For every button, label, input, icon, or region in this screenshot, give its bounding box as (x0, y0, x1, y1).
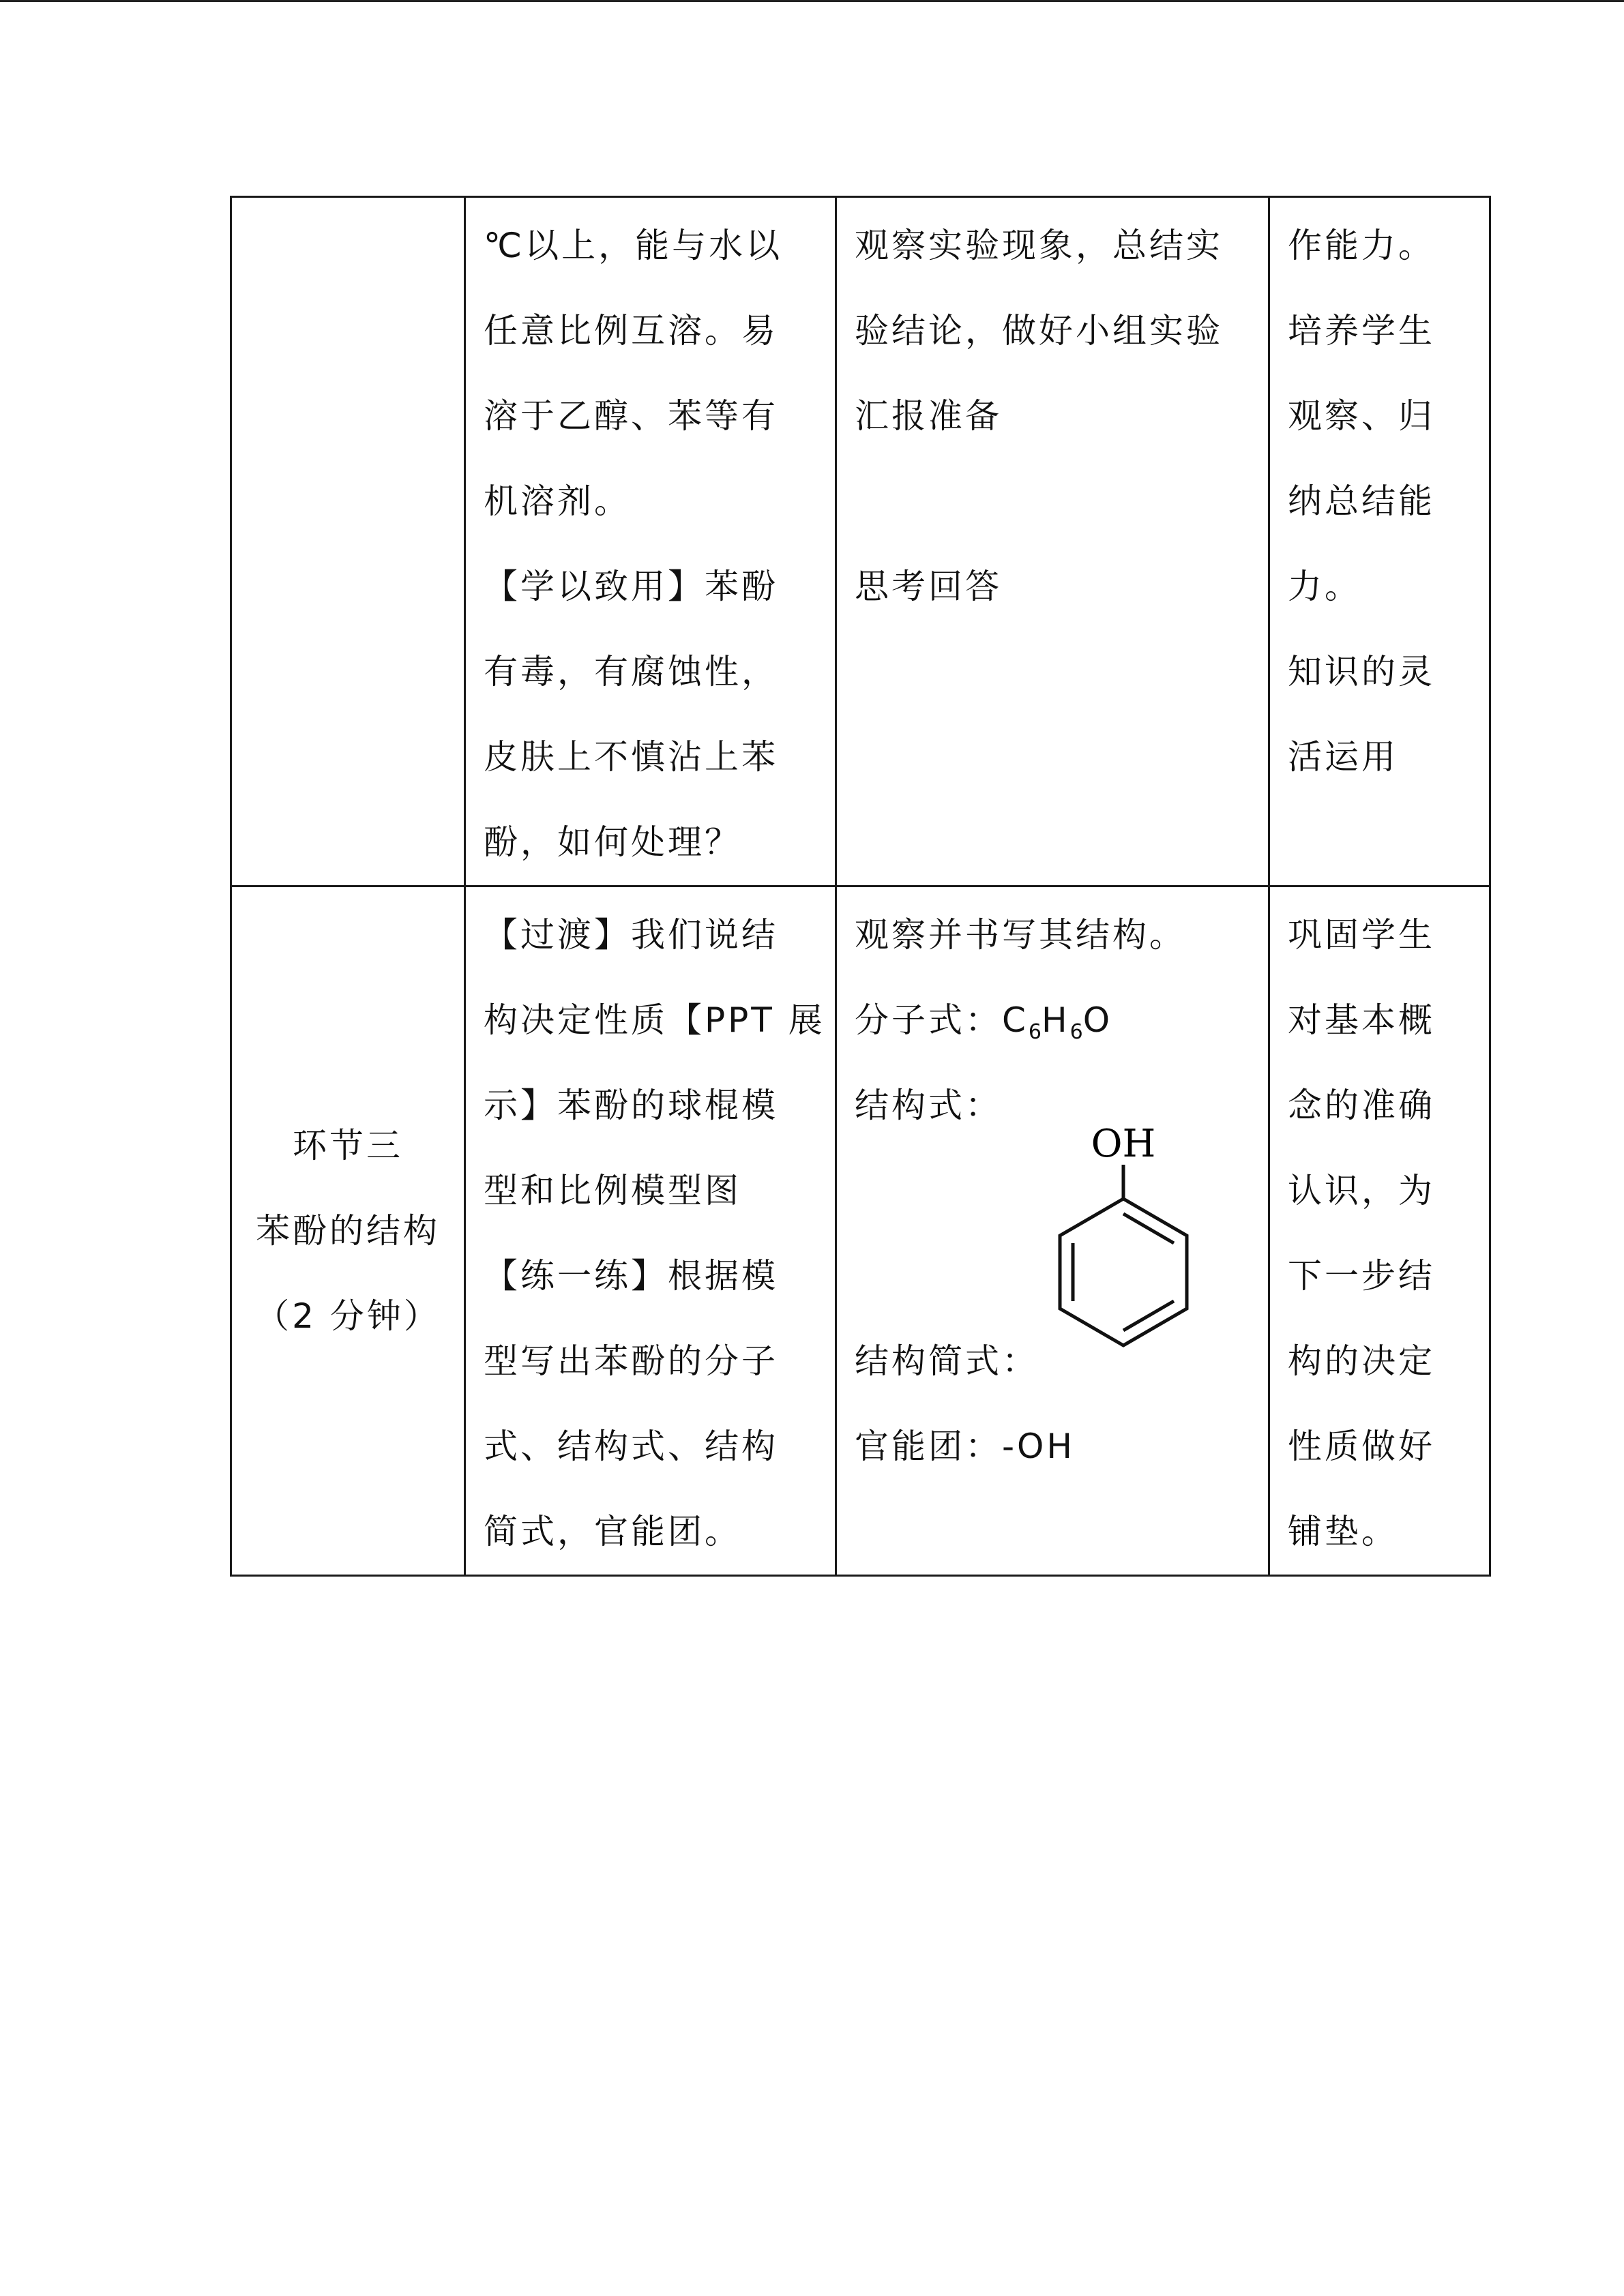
stage-cell-empty (231, 197, 465, 886)
content-line: 型和比例模型图 (484, 1171, 741, 1210)
content-line: 构决定性质【PPT 展 (484, 1000, 825, 1040)
stage-duration: （2 分钟） (255, 1296, 441, 1336)
formula-label: 分子式： (855, 1000, 1002, 1040)
teacher-activity-cell (465, 886, 836, 1576)
intent-line: 作能力。 (1288, 226, 1435, 265)
content-line: 示】苯酚的球棍模 (484, 1086, 778, 1125)
intent-line: 活运用 (1288, 737, 1398, 777)
table-row (231, 886, 1490, 1576)
content-line: 有毒，有腐蚀性， (484, 652, 778, 691)
intent-line: 巩固学生 (1288, 915, 1435, 955)
lesson-plan-table (230, 196, 1491, 1577)
intent-line: 构的决定 (1288, 1341, 1435, 1381)
student-line: 验结论，做好小组实验 (855, 311, 1223, 351)
content-line: 任意比例互溶。易 (484, 311, 778, 351)
content-line: 机溶剂。 (484, 481, 631, 521)
content-line: 型写出苯酚的分子 (484, 1341, 778, 1381)
content-line: 酚，如何处理？ (484, 822, 741, 862)
observe-text: 观察并书写其结构。 (855, 915, 1186, 955)
content-line: 溶于乙醇、苯等有 (484, 396, 778, 436)
simplified-formula-label: 结构简式： (855, 1341, 1039, 1381)
content-line: 【练一练】根据模 (484, 1256, 778, 1296)
table-row (231, 197, 1490, 886)
double-bond (1123, 1214, 1174, 1243)
stage-cell (231, 886, 465, 1576)
content-line: 皮肤上不慎沾上苯 (484, 737, 778, 777)
intent-line: 认识，为 (1288, 1171, 1435, 1210)
intent-line: 培养学生 (1288, 311, 1435, 351)
double-bond (1123, 1301, 1174, 1330)
intent-line: 纳总结能 (1288, 481, 1435, 521)
student-activity-cell (836, 886, 1269, 1576)
phenol-structure-diagram (1042, 1122, 1205, 1347)
intent-line: 下一步结 (1288, 1256, 1435, 1296)
content-line: ℃以上，能与水以 (484, 226, 783, 265)
functional-group (855, 1404, 1250, 1489)
content-line: 式、结构式、结构 (484, 1427, 778, 1466)
molecular-formula: 分子式：$C_6H_6O$ (855, 1000, 1113, 1044)
design-intent-cell (1269, 886, 1490, 1576)
content-line: 【学以致用】苯酚 (484, 567, 778, 606)
student-answer: 思考回答 (855, 567, 1002, 606)
intent-line: 知识的灵 (1288, 652, 1435, 691)
student-line: 观察实验现象，总结实 (855, 226, 1223, 265)
functional-group-value: -OH (1002, 1427, 1075, 1466)
hydroxyl-label: OH (1091, 1122, 1156, 1166)
student-line: 汇报准备 (855, 396, 1002, 436)
stage-title: 环节三 (293, 1125, 403, 1165)
intent-line: 铺垫。 (1288, 1512, 1398, 1551)
functional-group-label: 官能团： (855, 1427, 1002, 1466)
teacher-activity-cell (465, 197, 836, 886)
benzene-ring (1060, 1199, 1187, 1345)
student-activity-cell (836, 197, 1269, 886)
content-line: 简式，官能团。 (484, 1512, 741, 1551)
intent-line: 力。 (1288, 567, 1361, 606)
content-line: 【过渡】我们说结 (484, 915, 778, 955)
stage-subtitle: 苯酚的结构 (256, 1210, 440, 1251)
intent-line: 性质做好 (1288, 1427, 1435, 1466)
structural-formula-label: 结构式： (855, 1086, 1002, 1125)
intent-line: 观察、归 (1288, 396, 1435, 436)
intent-line: 念的准确 (1288, 1086, 1435, 1125)
intent-line: 对基本概 (1288, 1000, 1435, 1040)
page-top-rule (0, 0, 1624, 2)
design-intent-cell (1269, 197, 1490, 886)
